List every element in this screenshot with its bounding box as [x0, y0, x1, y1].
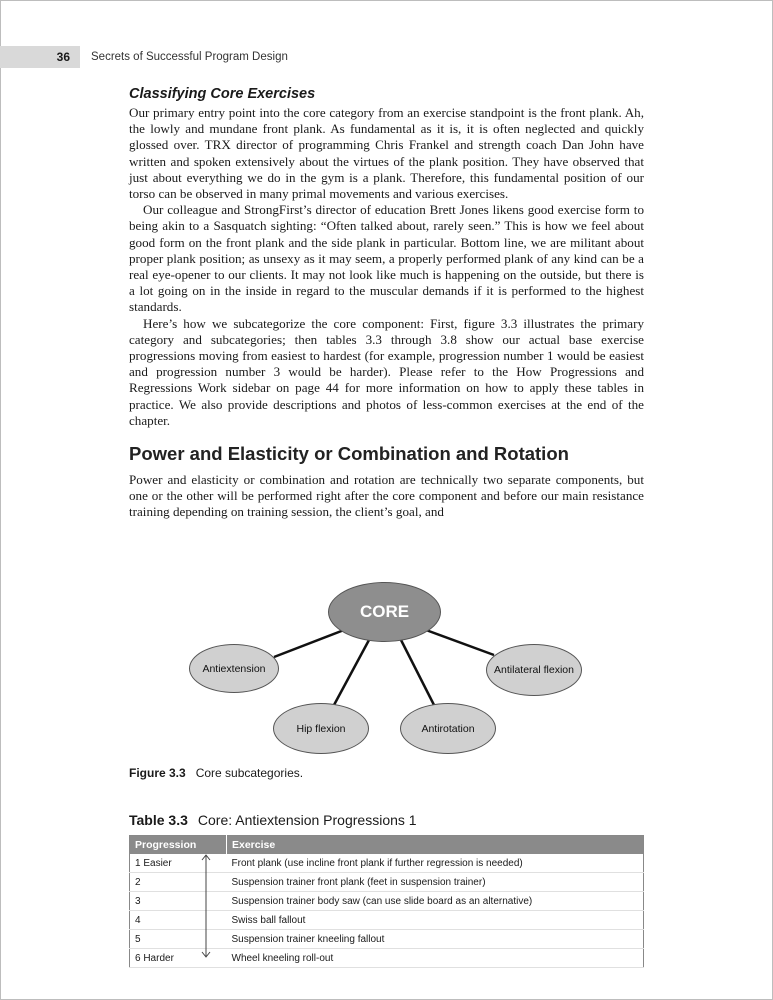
- core-diagram: [129, 575, 644, 760]
- progression-cell: 2: [130, 873, 227, 892]
- table-title: [129, 812, 417, 828]
- table-label: Table 3.3: [129, 812, 188, 828]
- running-header: [0, 46, 773, 68]
- paragraph: Our primary entry point into the core category from an exercise standpoint is the front plank. Ah, the lowly and mundane front plank. As fundamental as it is, it is often neglected and quickly glossed over. TRX director of programming Chris Frankel and strength coach Dan John have written and spoken extensively about the virtues of the plank position. They have observed that just about everything we do in the gym is a plank. Therefore, this fundamental position of our torso can be observed in many primal movements and various exercises.: [129, 105, 644, 202]
- exercise-cell: Front plank (use incline front plank if further regression is needed): [227, 854, 644, 873]
- exercise-cell: Suspension trainer kneeling fallout: [227, 930, 644, 949]
- core-node: CORE: [328, 582, 441, 642]
- exercise-cell: Swiss ball fallout: [227, 911, 644, 930]
- antilateral-flexion-node: Antilateral flexion: [486, 644, 582, 696]
- progression-cell: 4: [130, 911, 227, 930]
- column-header: Progression: [130, 836, 227, 855]
- page-number: 36: [0, 46, 80, 68]
- figure-label: Figure 3.3: [129, 766, 186, 780]
- antiextension-node: Antiextension: [189, 644, 279, 693]
- progression-cell: 6 Harder: [130, 949, 227, 968]
- antirotation-node: Antirotation: [400, 703, 496, 754]
- progression-cell: 1 Easier: [130, 854, 227, 873]
- body-text: [129, 86, 644, 521]
- column-header: Exercise: [227, 836, 644, 855]
- running-title: Secrets of Successful Program Design: [91, 51, 288, 63]
- section-heading: Power and Elasticity or Combination and Rotation: [129, 443, 569, 465]
- exercise-cell: Suspension trainer body saw (can use slide board as an alternative): [227, 892, 644, 911]
- figure-caption-text: Core subcategories.: [195, 766, 304, 780]
- progression-cell: 5: [130, 930, 227, 949]
- paragraph: Our colleague and StrongFirst’s director of education Brett Jones likens good exercise form to being akin to a Sasquatch sighting: “Often talked about, rarely seen.” This is how we feel about good form on the front plank and the side plank in particular. Bottom line, we are militant about proper plank position; as unsexy as it may seem, a properly performed plank of any kind can be a real eye-opener to our clients. It may not look like much is happening on the outside, but there is a lot going on in the inside in regard to the muscular demands if it is performed to the highest standards.: [129, 202, 644, 315]
- figure-caption: [129, 766, 303, 780]
- exercise-cell: Wheel kneeling roll-out: [227, 949, 644, 968]
- progression-cell: 3: [130, 892, 227, 911]
- hip-flexion-node: Hip flexion: [273, 703, 369, 754]
- exercise-cell: Suspension trainer front plank (feet in suspension trainer): [227, 873, 644, 892]
- subhead: Classifying Core Exercises: [129, 86, 316, 102]
- progression-arrow-icon: [199, 852, 213, 960]
- paragraph: Here’s how we subcategorize the core component: First, figure 3.3 illustrates the primary category and subcategories; then tables 3.3 through 3.8 show our actual base exercise progressions moving from easiest to hardest (for example, progression number 1 would be easiest and progression number 3 would be harder). Please refer to the How Progressions and Regressions Work sidebar on page 44 for more information on how to apply these tables in practice. We also provide descriptions and photos of less-common exercises at the end of the chapter.: [129, 315, 644, 428]
- table-title-text: Core: Antiextension Progressions 1: [197, 812, 417, 828]
- paragraph: Power and elasticity or combination and rotation are technically two separate components, but one or the other will be performed right after the core component and before our main resistance training depending on training session, the client’s goal, and: [129, 472, 644, 520]
